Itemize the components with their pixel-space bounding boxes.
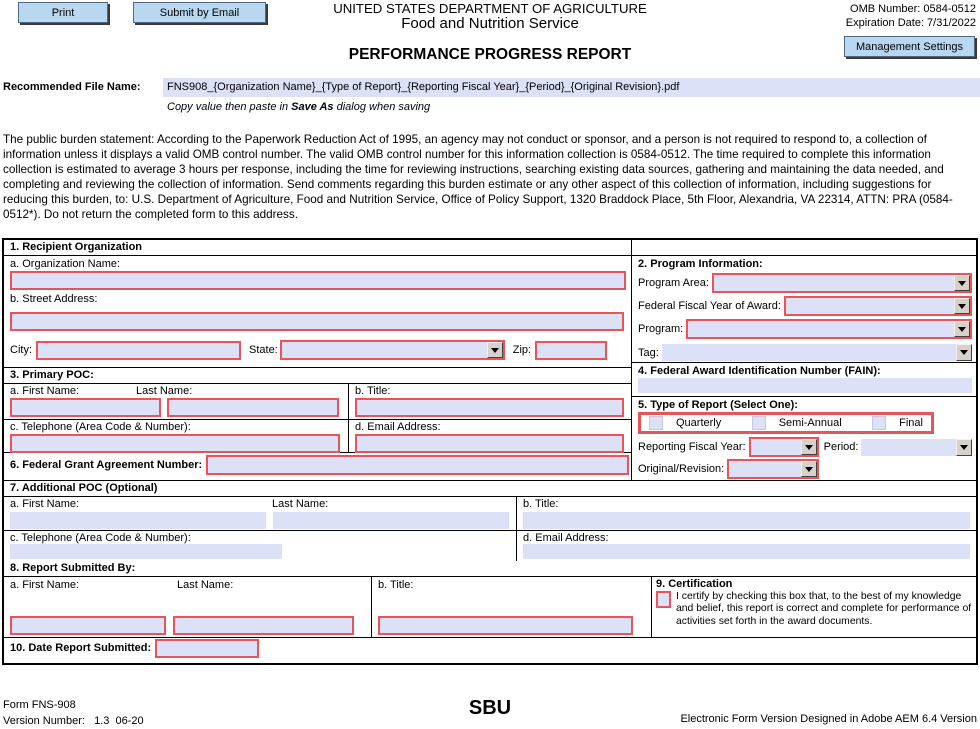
addl-title-label: b. Title: bbox=[523, 498, 559, 510]
dropdown-arrow-icon[interactable] bbox=[954, 275, 970, 291]
grant-agreement-number-input[interactable] bbox=[206, 455, 629, 475]
poc-telephone-input[interactable] bbox=[10, 434, 340, 453]
poc-last-name-input[interactable] bbox=[167, 398, 339, 417]
submitter-first-name-label: a. First Name: bbox=[10, 579, 80, 591]
expiration-date: Expiration Date: 7/31/2022 bbox=[845, 17, 976, 29]
submitter-title-input[interactable] bbox=[378, 616, 633, 635]
program-select[interactable] bbox=[686, 319, 972, 339]
section-4-title: 4. Federal Award Identification Number (FAIN): bbox=[638, 365, 881, 377]
addl-email-label: d. Email Address: bbox=[523, 532, 609, 544]
fain-input[interactable] bbox=[638, 378, 972, 393]
organization-name-label: a. Organization Name: bbox=[10, 258, 121, 270]
dropdown-arrow-icon[interactable] bbox=[954, 298, 970, 314]
reporting-fiscal-year-select[interactable] bbox=[749, 437, 819, 457]
city-label: City: bbox=[10, 344, 32, 356]
quarterly-label: Quarterly bbox=[676, 417, 722, 429]
section-8-title: 8. Report Submitted By: bbox=[4, 561, 976, 577]
submitter-last-name-input[interactable] bbox=[173, 616, 354, 635]
section-9-title: 9. Certification bbox=[656, 578, 733, 590]
submitter-first-name-input[interactable] bbox=[10, 616, 166, 635]
original-revision-label: Original/Revision: bbox=[638, 463, 725, 475]
submitter-last-name-label: Last Name: bbox=[177, 579, 234, 591]
print-button[interactable]: Print bbox=[18, 2, 108, 23]
designer-credit: Electronic Form Version Designed in Adobe AEM 6.4 Version bbox=[680, 713, 977, 725]
addl-title-input[interactable] bbox=[523, 512, 970, 529]
agency-subname: Food and Nutrition Service bbox=[401, 15, 579, 32]
tag-label: Tag: bbox=[638, 346, 659, 359]
street-address-label: b. Street Address: bbox=[10, 293, 98, 305]
state-label: State: bbox=[249, 344, 278, 356]
final-label: Final bbox=[899, 417, 923, 429]
version-number: Version Number: 1.3 06-20 bbox=[3, 715, 144, 727]
poc-telephone-label: c. Telephone (Area Code & Number): bbox=[10, 421, 191, 433]
section-2-title: 2. Program Information: bbox=[638, 258, 763, 270]
dropdown-arrow-icon[interactable] bbox=[956, 439, 972, 456]
date-report-submitted-input[interactable] bbox=[155, 639, 259, 658]
addl-last-name-label: Last Name: bbox=[272, 498, 329, 510]
reporting-fiscal-year-label: Reporting Fiscal Year: bbox=[638, 441, 746, 453]
recommended-file-name-value[interactable]: FNS908_{Organization Name}_{Type of Report}_{Reporting Fiscal Year}_{Period}_{Original Revision}.pdf bbox=[163, 78, 980, 97]
section-3-title: 3. Primary POC: bbox=[4, 368, 631, 384]
burden-statement: The public burden statement: According to the Paperwork Reduction Act of 1995, an agency may not conduct or sponsor, and a person is not required to respond to, a collection of information unless it displays a valid OMB control number. The valid OMB control number for this information collection is 0584-0512. The time required to complete this information collection is estimated to average 3 hours per response, including the time for reviewing instructions, searching existing data sources, gathering and maintaining the data needed, and completing and reviewing the collection of information. Send comments regarding this burden estimate or any other aspect of this collection of information, including suggestions for reducing this burden, to: U.S. Department of Agriculture, Food and Nutrition Service, Office of Policy Support, 1320 Braddock Place, 5th Floor, Alexandria, VA 22314, ATTN: PRA (0584-0512*). Do not return the completed form to this address. bbox=[3, 133, 953, 221]
tag-select[interactable] bbox=[662, 344, 972, 361]
semi-annual-checkbox[interactable] bbox=[752, 416, 766, 430]
dropdown-arrow-icon[interactable] bbox=[954, 321, 970, 337]
submitter-title-label: b. Title: bbox=[378, 579, 414, 591]
poc-first-name-label: a. First Name: bbox=[10, 385, 80, 397]
original-revision-select[interactable] bbox=[727, 459, 819, 479]
program-area-select[interactable] bbox=[712, 273, 972, 293]
period-label: Period: bbox=[823, 441, 859, 453]
form-number: Form FNS-908 bbox=[3, 699, 76, 711]
fiscal-year-award-label: Federal Fiscal Year of Award: bbox=[638, 300, 781, 312]
addl-email-input[interactable] bbox=[523, 544, 970, 559]
dropdown-arrow-icon[interactable] bbox=[487, 342, 503, 358]
dropdown-arrow-icon[interactable] bbox=[956, 344, 972, 361]
section-10-title: 10. Date Report Submitted: bbox=[10, 642, 152, 654]
program-label: Program: bbox=[638, 323, 684, 335]
addl-first-name-label: a. First Name: bbox=[10, 498, 80, 510]
sbu-marking: SBU bbox=[468, 697, 512, 719]
dropdown-arrow-icon[interactable] bbox=[801, 461, 817, 477]
addl-telephone-label: c. Telephone (Area Code & Number): bbox=[10, 532, 191, 544]
poc-last-name-label: Last Name: bbox=[136, 385, 193, 397]
final-checkbox[interactable] bbox=[872, 416, 886, 430]
poc-first-name-input[interactable] bbox=[10, 398, 161, 417]
management-settings-button[interactable]: Management Settings bbox=[844, 36, 975, 57]
period-select[interactable] bbox=[861, 439, 972, 456]
recommended-file-name-label: Recommended File Name: bbox=[3, 81, 141, 93]
certification-text: I certify by checking this box that, to the best of my knowledge and belief, this report is correct and complete for performance of activities set forth in the award documents. bbox=[676, 591, 972, 627]
file-name-note: Copy value then paste in Save As dialog when saving bbox=[167, 101, 431, 113]
street-address-input[interactable] bbox=[10, 312, 624, 331]
zip-input[interactable] bbox=[535, 341, 607, 360]
city-input[interactable] bbox=[36, 341, 241, 360]
section-6-title: 6. Federal Grant Agreement Number: bbox=[10, 459, 203, 471]
addl-first-name-input[interactable] bbox=[10, 512, 266, 529]
program-area-label: Program Area: bbox=[638, 277, 709, 289]
poc-email-input[interactable] bbox=[355, 434, 624, 453]
state-select[interactable] bbox=[280, 340, 505, 360]
agency-name: UNITED STATES DEPARTMENT OF AGRICULTURE bbox=[333, 1, 647, 16]
omb-number: OMB Number: 0584-0512 bbox=[850, 3, 976, 15]
poc-title-input[interactable] bbox=[355, 398, 624, 417]
addl-last-name-input[interactable] bbox=[273, 512, 509, 529]
section-1-title: 1. Recipient Organization bbox=[4, 240, 632, 255]
section-5-title: 5. Type of Report (Select One): bbox=[638, 399, 798, 411]
quarterly-checkbox[interactable] bbox=[649, 416, 663, 430]
certification-checkbox[interactable] bbox=[656, 591, 671, 608]
report-type-group bbox=[638, 412, 934, 434]
dropdown-arrow-icon[interactable] bbox=[801, 439, 817, 455]
poc-email-label: d. Email Address: bbox=[355, 421, 441, 433]
form-title: PERFORMANCE PROGRESS REPORT bbox=[348, 46, 632, 63]
form-table bbox=[2, 238, 978, 665]
zip-label: Zip: bbox=[512, 344, 532, 356]
section-7-title: 7. Additional POC (Optional) bbox=[4, 481, 976, 497]
submit-by-email-button[interactable]: Submit by Email bbox=[133, 2, 266, 23]
organization-name-input[interactable] bbox=[10, 271, 626, 290]
fiscal-year-award-select[interactable] bbox=[784, 296, 972, 316]
semi-annual-label: Semi-Annual bbox=[778, 417, 842, 429]
addl-telephone-input[interactable] bbox=[10, 544, 282, 559]
poc-title-label: b. Title: bbox=[355, 385, 391, 397]
